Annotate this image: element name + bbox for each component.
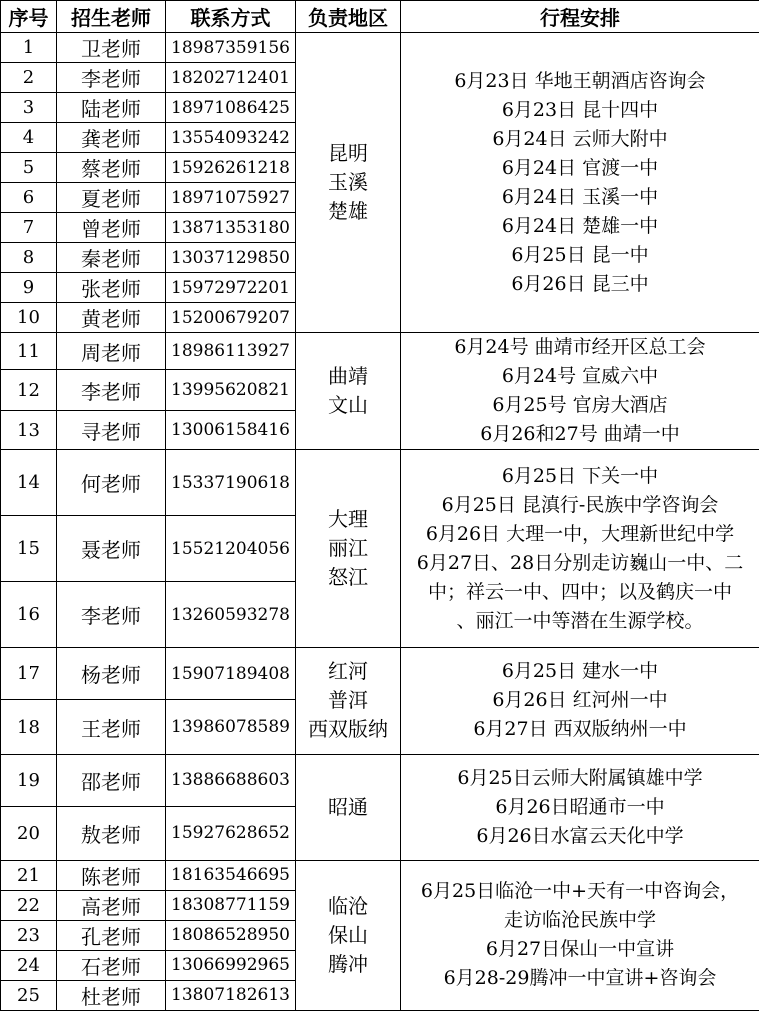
schedule-item: 6月27日 西双版纳州一中: [473, 718, 687, 741]
schedule-item: 6月25日 昆一中: [511, 243, 649, 266]
cell-phone-number: 18971086425: [166, 93, 296, 123]
cell-index: 1: [1, 33, 57, 63]
schedule-item: 6月24号 曲靖市经开区总工会: [454, 336, 706, 359]
cell-teacher-name: 何老师: [57, 450, 166, 516]
cell-teacher-name: 夏老师: [57, 183, 166, 213]
cell-region: [296, 754, 401, 860]
table-row: [1, 333, 759, 370]
cell-teacher-name: 邵老师: [57, 754, 166, 806]
cell-region: [296, 33, 401, 333]
cell-teacher-name: 卫老师: [57, 33, 166, 63]
cell-teacher-name: 曾老师: [57, 213, 166, 243]
cell-phone-number: 18986113927: [166, 333, 296, 370]
cell-phone-number: 18202712401: [166, 63, 296, 93]
cell-phone-number: 18086528950: [166, 920, 296, 950]
cell-teacher-name: 陈老师: [57, 860, 166, 890]
cell-schedule: [401, 754, 759, 860]
cell-index: 9: [1, 273, 57, 303]
cell-phone-number: 13986078589: [166, 700, 296, 754]
cell-index: 12: [1, 370, 57, 411]
cell-schedule: [401, 648, 759, 754]
table-body: [1, 33, 759, 1011]
header-index: 序号: [1, 1, 57, 33]
cell-teacher-name: 聂老师: [57, 516, 166, 582]
table-row: [1, 450, 759, 516]
cell-index: 3: [1, 93, 57, 123]
region-name: 大理: [328, 507, 368, 532]
cell-schedule: [401, 33, 759, 333]
region-name: 临沧: [328, 893, 368, 918]
cell-phone-number: 13066992965: [166, 950, 296, 980]
region-name: 玉溪: [328, 170, 368, 195]
region-name: 楚雄: [328, 199, 368, 224]
cell-phone-number: 15337190618: [166, 450, 296, 516]
cell-index: 15: [1, 516, 57, 582]
schedule-item: 6月25号 官房大酒店: [492, 394, 668, 417]
cell-phone-number: 13260593278: [166, 582, 296, 648]
schedule-item: 6月25日 建水一中: [501, 660, 659, 683]
cell-index: 23: [1, 920, 57, 950]
cell-phone-number: 18308771159: [166, 890, 296, 920]
cell-teacher-name: 高老师: [57, 890, 166, 920]
cell-teacher-name: 孔老师: [57, 920, 166, 950]
cell-index: 13: [1, 411, 57, 450]
region-name: 普洱: [328, 688, 368, 713]
cell-index: 18: [1, 700, 57, 754]
cell-teacher-name: 蔡老师: [57, 153, 166, 183]
cell-phone-number: 13871353180: [166, 213, 296, 243]
schedule-item: 中；祥云一中、四中；以及鹤庆一中: [427, 580, 732, 603]
region-name: 怒江: [328, 565, 368, 590]
cell-index: 7: [1, 213, 57, 243]
cell-phone-number: 18987359156: [166, 33, 296, 63]
cell-phone-number: 15926261218: [166, 153, 296, 183]
cell-schedule: [401, 860, 759, 1010]
schedule-item: 走访临沧民族中学: [503, 909, 656, 932]
cell-index: 20: [1, 806, 57, 860]
region-name: 丽江: [328, 536, 368, 561]
cell-teacher-name: 张老师: [57, 273, 166, 303]
region-name: 腾冲: [328, 951, 368, 976]
cell-index: 16: [1, 582, 57, 648]
cell-teacher-name: 龚老师: [57, 123, 166, 153]
cell-index: 8: [1, 243, 57, 273]
table-row: [1, 648, 759, 700]
region-name: 曲靖: [328, 364, 368, 389]
schedule-item: 6月23日 华地王朝酒店咨询会: [454, 69, 706, 92]
cell-index: 25: [1, 980, 57, 1010]
cell-phone-number: 13037129850: [166, 243, 296, 273]
region-name: 保山: [328, 922, 368, 947]
cell-teacher-name: 黄老师: [57, 303, 166, 333]
cell-phone-number: 15907189408: [166, 648, 296, 700]
header-schedule: 行程安排: [401, 1, 759, 33]
cell-teacher-name: 李老师: [57, 582, 166, 648]
schedule-item: 6月23日 昆十四中: [501, 98, 659, 121]
schedule-item: 6月26日 红河州一中: [492, 689, 668, 712]
cell-teacher-name: 王老师: [57, 700, 166, 754]
header-row: [1, 1, 759, 33]
cell-teacher-name: 陆老师: [57, 93, 166, 123]
schedule-item: 6月24日 云师大附中: [492, 127, 668, 150]
schedule-item: 、丽江一中等潜在生源学校。: [456, 609, 704, 632]
schedule-item: 6月24日 玉溪一中: [501, 185, 659, 208]
cell-teacher-name: 杜老师: [57, 980, 166, 1010]
cell-teacher-name: 敖老师: [57, 806, 166, 860]
schedule-item: 6月26日昭通市一中: [495, 795, 665, 818]
region-name: 昭通: [328, 794, 368, 819]
cell-phone-number: 13554093242: [166, 123, 296, 153]
schedule-item: 6月24日 楚雄一中: [501, 214, 659, 237]
cell-index: 19: [1, 754, 57, 806]
cell-phone-number: 13006158416: [166, 411, 296, 450]
region-name: 西双版纳: [308, 717, 388, 742]
cell-region: [296, 333, 401, 450]
schedule-item: 6月24号 宣威六中: [501, 365, 659, 388]
schedule-item: 6月26日 大理一中，大理新世纪中学: [425, 522, 735, 545]
schedule-item: 6月26日水富云天化中学: [476, 824, 684, 847]
cell-phone-number: 18971075927: [166, 183, 296, 213]
schedule-item: 6月27日、28日分别走访巍山一中、二: [416, 551, 744, 574]
cell-teacher-name: 寻老师: [57, 411, 166, 450]
table-row: [1, 33, 759, 63]
header-contact: 联系方式: [166, 1, 296, 33]
cell-schedule: [401, 333, 759, 450]
cell-teacher-name: 周老师: [57, 333, 166, 370]
schedule-item: 6月25日临沧一中+天有一中咨询会，: [420, 880, 740, 903]
header-region: 负责地区: [296, 1, 401, 33]
schedule-item: 6月25日 下关一中: [501, 464, 659, 487]
cell-region: [296, 450, 401, 648]
cell-phone-number: 13886688603: [166, 754, 296, 806]
cell-index: 4: [1, 123, 57, 153]
cell-teacher-name: 秦老师: [57, 243, 166, 273]
cell-phone-number: 15927628652: [166, 806, 296, 860]
cell-index: 24: [1, 950, 57, 980]
cell-schedule: [401, 450, 759, 648]
cell-phone-number: 18163546695: [166, 860, 296, 890]
schedule-item: 6月26和27号 曲靖一中: [480, 423, 680, 446]
cell-phone-number: 15200679207: [166, 303, 296, 333]
cell-teacher-name: 李老师: [57, 370, 166, 411]
region-name: 文山: [328, 393, 368, 418]
cell-index: 14: [1, 450, 57, 516]
cell-index: 21: [1, 860, 57, 890]
cell-index: 5: [1, 153, 57, 183]
cell-index: 6: [1, 183, 57, 213]
header-teacher: 招生老师: [57, 1, 166, 33]
table-row: [1, 860, 759, 890]
cell-index: 17: [1, 648, 57, 700]
cell-region: [296, 648, 401, 754]
schedule-item: 6月27日保山一中宣讲: [485, 938, 675, 961]
cell-phone-number: 15972972201: [166, 273, 296, 303]
schedule-item: 6月25日云师大附属镇雄中学: [457, 766, 703, 789]
schedule-item: 6月24日 官渡一中: [501, 156, 659, 179]
region-name: 红河: [328, 659, 368, 684]
cell-teacher-name: 石老师: [57, 950, 166, 980]
cell-phone-number: 13807182613: [166, 980, 296, 1010]
schedule-item: 6月28-29腾冲一中宣讲+咨询会: [443, 967, 717, 990]
cell-index: 11: [1, 333, 57, 370]
cell-phone-number: 13995620821: [166, 370, 296, 411]
table-row: [1, 754, 759, 806]
region-name: 昆明: [328, 141, 368, 166]
cell-index: 10: [1, 303, 57, 333]
cell-teacher-name: 李老师: [57, 63, 166, 93]
cell-phone-number: 15521204056: [166, 516, 296, 582]
cell-teacher-name: 杨老师: [57, 648, 166, 700]
cell-region: [296, 860, 401, 1010]
schedule-item: 6月25日 昆滇行-民族中学咨询会: [441, 493, 719, 516]
schedule-item: 6月26日 昆三中: [511, 272, 649, 295]
cell-index: 22: [1, 890, 57, 920]
cell-index: 2: [1, 63, 57, 93]
